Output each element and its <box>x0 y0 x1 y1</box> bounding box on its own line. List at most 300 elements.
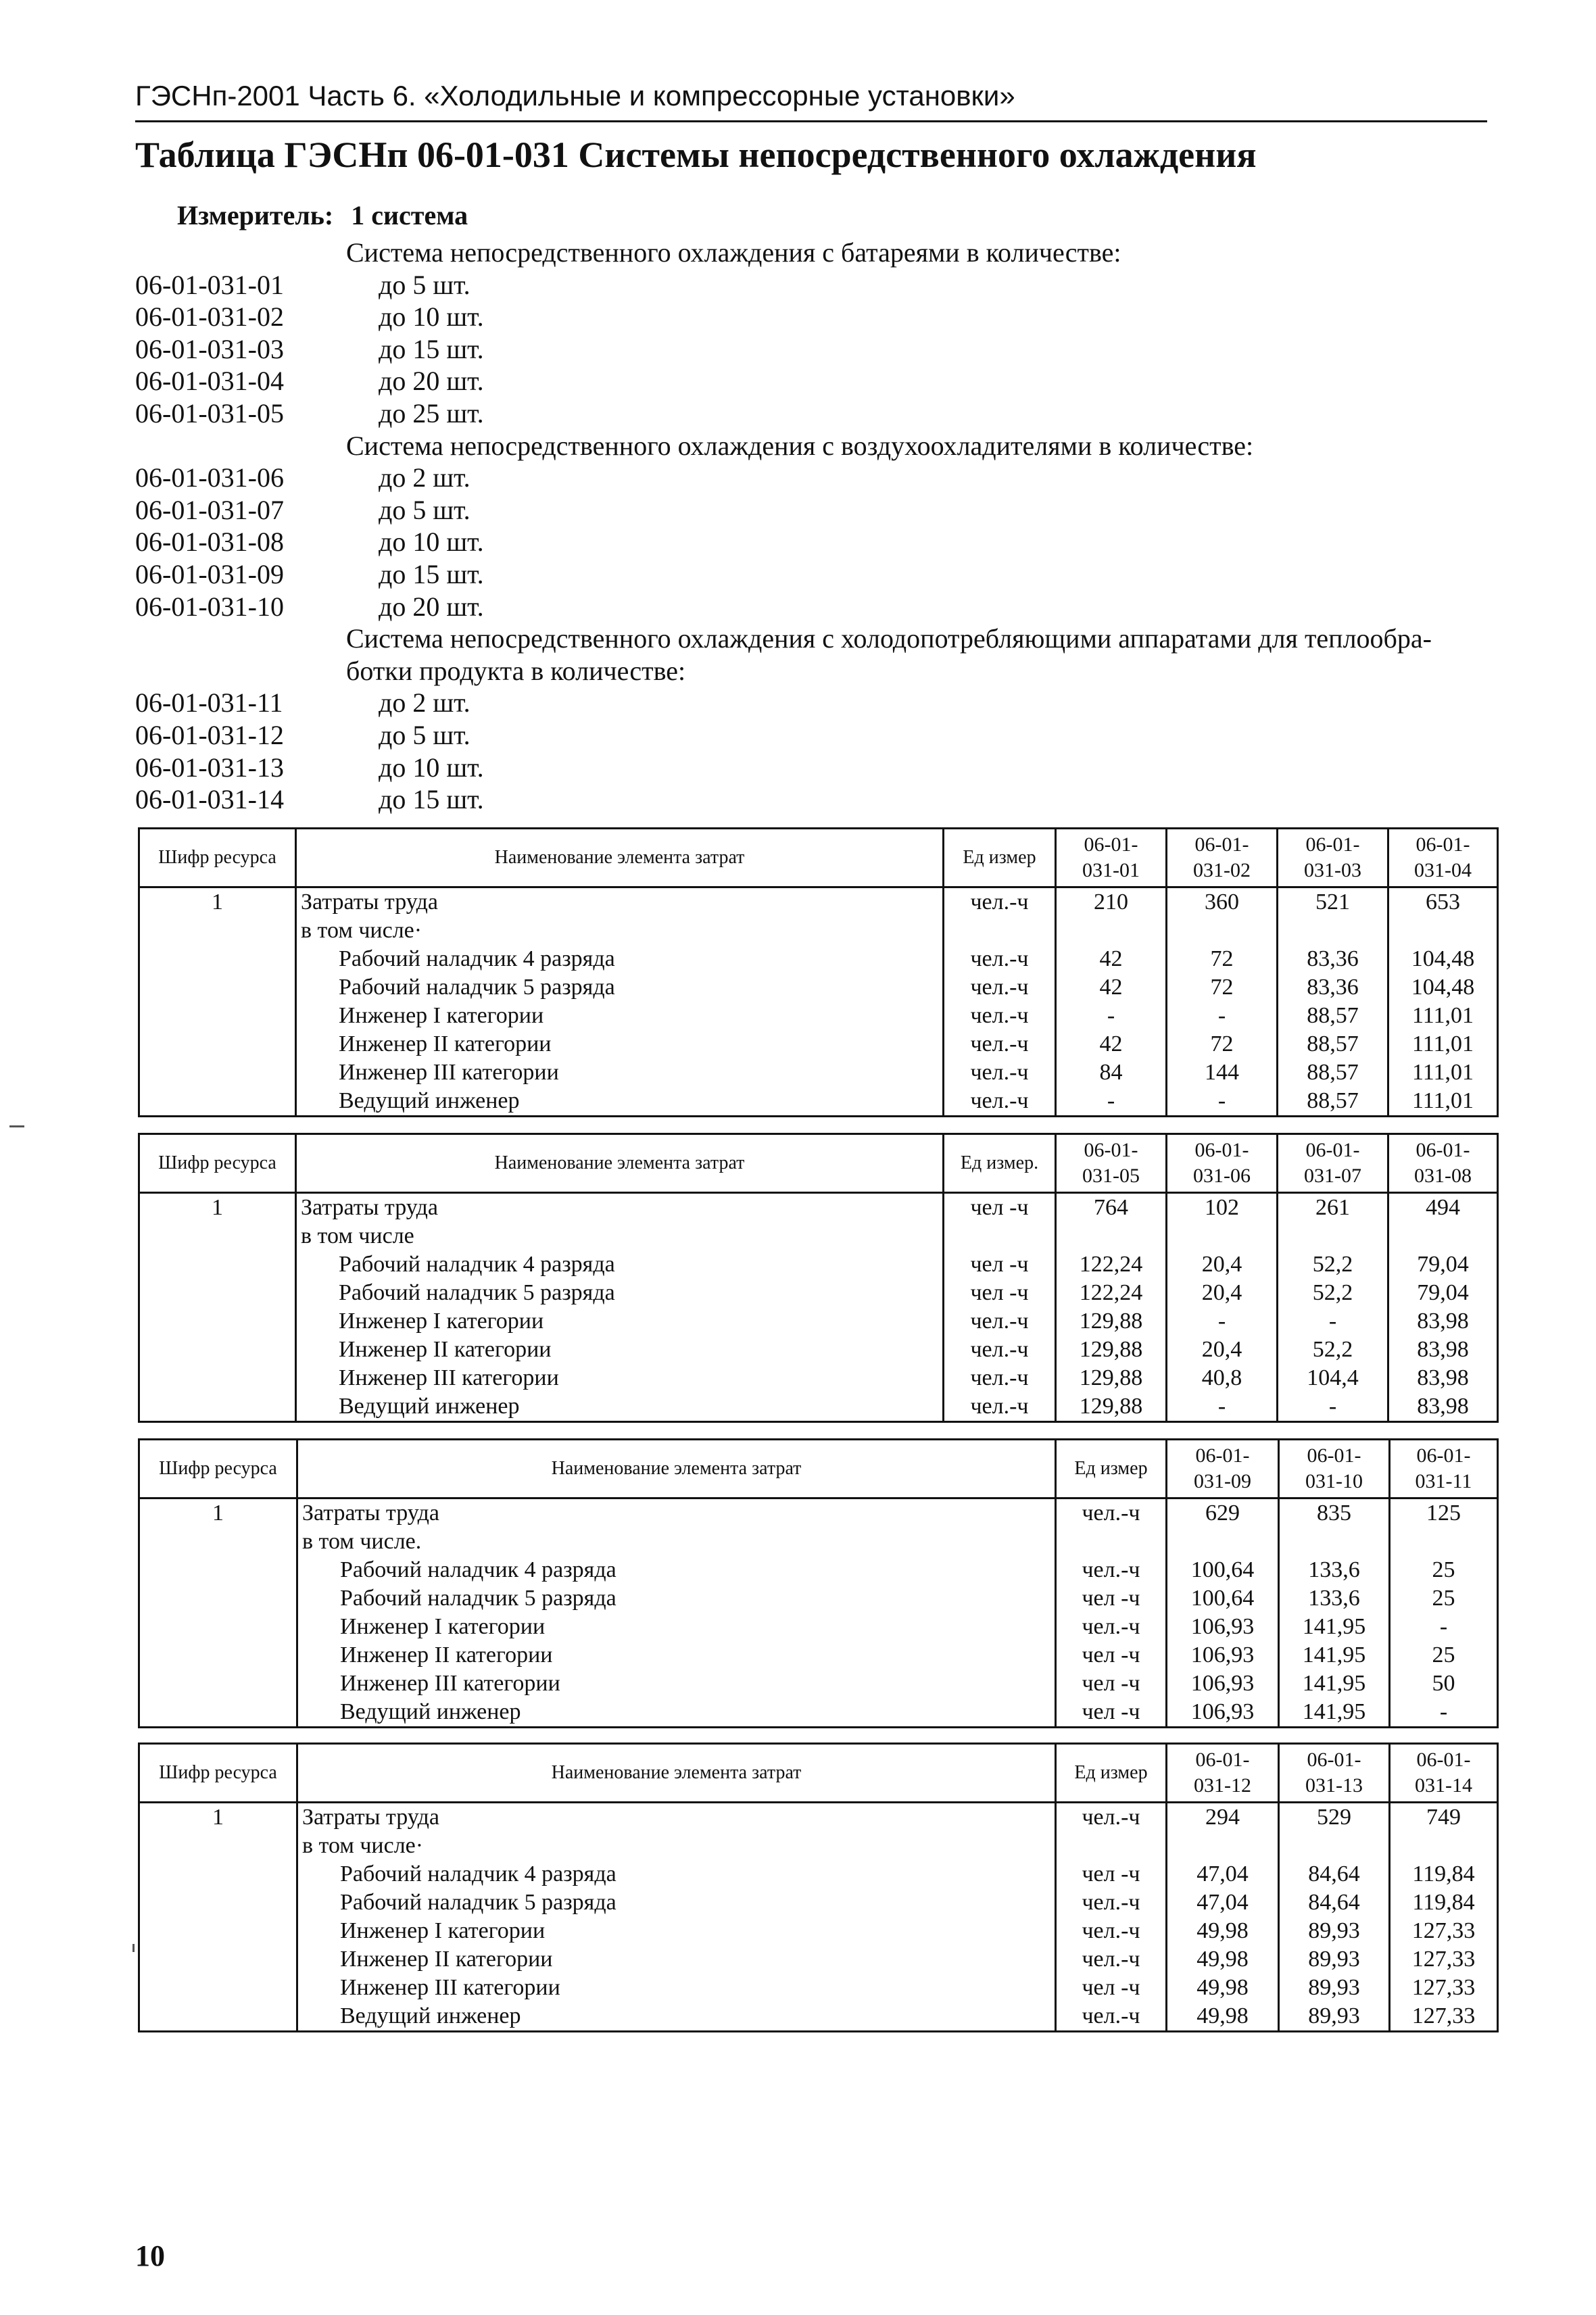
code-number: 06-01-031-11 <box>135 687 283 718</box>
cell-value: 83,98 <box>1388 1364 1498 1392</box>
cell-value: 50 <box>1390 1670 1498 1698</box>
cell-value: 42 <box>1056 945 1167 973</box>
cell-value: 141,95 <box>1279 1641 1390 1670</box>
cell-unit: чел.-ч <box>944 1364 1056 1392</box>
cell-unit <box>1056 1528 1167 1556</box>
table-row <box>139 973 1498 1002</box>
code-row <box>135 591 1501 623</box>
cell-element-name: Рабочий наладчик 4 разряда <box>296 945 944 973</box>
cell-value: 49,98 <box>1167 1945 1279 1974</box>
cell-value: 49,98 <box>1167 1974 1279 2002</box>
cell-value: - <box>1390 1613 1498 1641</box>
cell-element-name: Рабочий наладчик 5 разряда <box>296 973 944 1002</box>
header-unit: Ед измер <box>944 829 1056 887</box>
cell-element-name: Затраты труда <box>296 1193 944 1223</box>
cell-value: 521 <box>1278 887 1388 917</box>
group-text: Система непосредственного охлаждения с батареями в количестве: <box>346 237 1121 268</box>
cell-value: 25 <box>1390 1641 1498 1670</box>
cell-value: 20,4 <box>1167 1336 1278 1364</box>
cell-value: - <box>1167 1307 1278 1336</box>
cell-unit: чел.-ч <box>1056 1803 1167 1832</box>
cell-resource-code: 1 <box>139 887 296 917</box>
cell-element-name: Ведущий инженер <box>296 1392 944 1422</box>
header-norm-code: 06-01- 031-14 <box>1390 1744 1498 1803</box>
code-number: 06-01-031-06 <box>135 462 284 493</box>
cell-value: 210 <box>1056 887 1167 917</box>
cell-value: 294 <box>1167 1803 1279 1832</box>
code-row <box>135 365 1501 397</box>
cell-value: 102 <box>1167 1193 1278 1223</box>
table-row <box>139 1222 1498 1250</box>
code-description: до 5 шт. <box>379 494 470 525</box>
cell-value: 106,93 <box>1167 1670 1279 1698</box>
cell-value: 127,33 <box>1390 1917 1498 1945</box>
cell-element-name: в том числе· <box>296 917 944 945</box>
scan-mark <box>9 1125 24 1127</box>
cell-value: 144 <box>1167 1058 1278 1087</box>
code-row <box>135 301 1501 333</box>
cell-element-name: Рабочий наладчик 4 разряда <box>297 1860 1056 1888</box>
cell-value: 89,93 <box>1279 1974 1390 2002</box>
cell-value: 88,57 <box>1278 1002 1388 1030</box>
table-row <box>139 1307 1498 1336</box>
header-resource-code: Шифр ресурса <box>139 1440 297 1498</box>
code-description: до 15 шт. <box>379 558 484 589</box>
table-row <box>139 1498 1498 1528</box>
code-description: до 15 шт. <box>379 784 484 815</box>
cell-value: - <box>1167 1087 1278 1117</box>
cell-value: 100,64 <box>1167 1584 1279 1613</box>
code-description: до 5 шт. <box>379 719 470 750</box>
code-description: до 10 шт. <box>379 301 484 333</box>
table-row <box>139 1917 1498 1945</box>
cell-element-name: Рабочий наладчик 4 разряда <box>296 1250 944 1279</box>
table-row <box>139 1279 1498 1307</box>
header-norm-code: 06-01- 031-09 <box>1167 1440 1279 1498</box>
cell-value: 494 <box>1388 1193 1498 1223</box>
cell-value <box>1390 1528 1498 1556</box>
cell-value: 42 <box>1056 973 1167 1002</box>
cell-unit: чел.-ч <box>944 1087 1056 1117</box>
cell-element-name: Затраты труда <box>296 887 944 917</box>
cell-unit: чел.-ч <box>944 1030 1056 1058</box>
cell-element-name: Затраты труда <box>297 1498 1056 1528</box>
cell-unit <box>944 917 1056 945</box>
cell-value: 72 <box>1167 945 1278 973</box>
cell-element-name: Инженер I категории <box>297 1613 1056 1641</box>
cell-resource-code <box>139 1556 297 1584</box>
header-norm-code: 06-01- 031-03 <box>1278 829 1388 887</box>
header-resource-code: Шифр ресурса <box>139 829 296 887</box>
cell-value: 122,24 <box>1056 1250 1167 1279</box>
code-description: до 2 шт. <box>379 462 470 493</box>
cell-unit: чел -ч <box>1056 1584 1167 1613</box>
table-title: Таблица ГЭСНп 06-01-031 Системы непосредственного охлаждения <box>135 135 1257 175</box>
running-title: ГЭСНп-2001 Часть 6. «Холодильные и компрессорные установки» <box>135 80 1015 112</box>
cell-value: 83,36 <box>1278 945 1388 973</box>
header-norm-code: 06-01- 031-04 <box>1388 829 1498 887</box>
table-row <box>139 1613 1498 1641</box>
cell-value: 111,01 <box>1388 1030 1498 1058</box>
cost-table-3 <box>138 1438 1499 1728</box>
code-number: 06-01-031-04 <box>135 366 284 397</box>
code-description: до 10 шт. <box>379 527 484 558</box>
code-number: 06-01-031-12 <box>135 719 284 750</box>
header-element-name: Наименование элемента затрат <box>297 1440 1056 1498</box>
table-row <box>139 1087 1498 1117</box>
cell-element-name: Ведущий инженер <box>296 1087 944 1117</box>
cell-element-name: Инженер I категории <box>296 1002 944 1030</box>
cell-resource-code <box>139 1641 297 1670</box>
code-row <box>135 397 1501 430</box>
cell-value: 360 <box>1167 887 1278 917</box>
cell-resource-code <box>139 1364 296 1392</box>
measure-line <box>177 199 468 231</box>
header-norm-code: 06-01- 031-12 <box>1167 1744 1279 1803</box>
cell-value: 20,4 <box>1167 1279 1278 1307</box>
cell-value: - <box>1056 1002 1167 1030</box>
cell-resource-code <box>139 1917 297 1945</box>
cell-value: 47,04 <box>1167 1860 1279 1888</box>
cell-value: 72 <box>1167 1030 1278 1058</box>
cell-value: 106,93 <box>1167 1613 1279 1641</box>
cell-value: 141,95 <box>1279 1613 1390 1641</box>
cell-value: 111,01 <box>1388 1002 1498 1030</box>
cell-value: 52,2 <box>1278 1279 1388 1307</box>
cell-value: 47,04 <box>1167 1888 1279 1917</box>
cell-value <box>1056 917 1167 945</box>
cell-value: 529 <box>1279 1803 1390 1832</box>
table-row <box>139 1888 1498 1917</box>
cell-value: - <box>1278 1392 1388 1422</box>
table-row <box>139 2002 1498 2032</box>
cell-value: 84 <box>1056 1058 1167 1087</box>
table-row <box>139 1364 1498 1392</box>
cell-unit: чел.-ч <box>944 1058 1056 1087</box>
cell-value: - <box>1056 1087 1167 1117</box>
cell-resource-code: 1 <box>139 1803 297 1832</box>
header-norm-code: 06-01- 031-06 <box>1167 1134 1278 1193</box>
header-norm-code: 06-01- 031-01 <box>1056 829 1167 887</box>
cell-element-name: Инженер III категории <box>296 1058 944 1087</box>
cell-unit: чел -ч <box>1056 1670 1167 1698</box>
code-number: 06-01-031-02 <box>135 301 284 333</box>
cell-unit: чел.-ч <box>1056 1613 1167 1641</box>
cell-value: - <box>1167 1002 1278 1030</box>
cell-unit: чел -ч <box>1056 1974 1167 2002</box>
code-description: до 15 шт. <box>379 333 484 364</box>
cell-value: 104,4 <box>1278 1364 1388 1392</box>
header-resource-code: Шифр ресурса <box>139 1134 296 1193</box>
cell-element-name: Рабочий наладчик 5 разряда <box>297 1888 1056 1917</box>
header-norm-code: 06-01- 031-11 <box>1390 1440 1498 1498</box>
cost-table-1 <box>138 827 1499 1117</box>
cell-value: 42 <box>1056 1030 1167 1058</box>
code-number: 06-01-031-13 <box>135 752 284 783</box>
code-number: 06-01-031-09 <box>135 558 284 589</box>
cell-element-name: Рабочий наладчик 4 разряда <box>297 1556 1056 1584</box>
table-row <box>139 1058 1498 1087</box>
header-unit: Ед измер <box>1056 1440 1167 1498</box>
cell-unit: чел.-ч <box>1056 1917 1167 1945</box>
cell-value: 83,98 <box>1388 1392 1498 1422</box>
cell-value: 72 <box>1167 973 1278 1002</box>
cell-unit: чел.-ч <box>944 1307 1056 1336</box>
header-rule <box>135 120 1487 122</box>
cell-unit: чел -ч <box>944 1250 1056 1279</box>
cell-value: 88,57 <box>1278 1058 1388 1087</box>
header-resource-code: Шифр ресурса <box>139 1744 297 1803</box>
cell-resource-code <box>139 1336 296 1364</box>
cell-unit: чел.-ч <box>944 973 1056 1002</box>
cell-resource-code <box>139 917 296 945</box>
cell-resource-code <box>139 1670 297 1698</box>
cell-value: 835 <box>1279 1498 1390 1528</box>
cell-value: 111,01 <box>1388 1058 1498 1087</box>
header-norm-code: 06-01- 031-07 <box>1278 1134 1388 1193</box>
header-element-name: Наименование элемента затрат <box>296 829 944 887</box>
code-row <box>135 783 1501 816</box>
cell-element-name: Затраты труда <box>297 1803 1056 1832</box>
header-unit: Ед измер <box>1056 1744 1167 1803</box>
code-number: 06-01-031-05 <box>135 397 284 429</box>
cell-resource-code <box>139 1584 297 1613</box>
cell-value <box>1388 1222 1498 1250</box>
cell-value: 749 <box>1390 1803 1498 1832</box>
header-norm-code: 06-01- 031-05 <box>1056 1134 1167 1193</box>
table-row <box>139 917 1498 945</box>
cell-resource-code <box>139 1832 297 1860</box>
page-number: 10 <box>135 2239 165 2272</box>
code-group-heading <box>135 623 1501 655</box>
measure-value: 1 система <box>351 200 468 230</box>
table-row <box>139 1832 1498 1860</box>
cell-value: 111,01 <box>1388 1087 1498 1117</box>
code-description: до 2 шт. <box>379 687 470 718</box>
table-row <box>139 1670 1498 1698</box>
cell-value: 127,33 <box>1390 1945 1498 1974</box>
cell-resource-code <box>139 945 296 973</box>
cell-value: 89,93 <box>1279 1917 1390 1945</box>
measure-label: Измеритель: <box>177 200 334 230</box>
cell-value: 79,04 <box>1388 1250 1498 1279</box>
code-list <box>135 237 1501 816</box>
table-header-row <box>139 1134 1498 1193</box>
cell-value: 127,33 <box>1390 1974 1498 2002</box>
cell-value: 83,98 <box>1388 1336 1498 1364</box>
cell-value: 89,93 <box>1279 1945 1390 1974</box>
table-row <box>139 1030 1498 1058</box>
table-row <box>139 1193 1498 1223</box>
table-row <box>139 1974 1498 2002</box>
cell-value: - <box>1278 1307 1388 1336</box>
code-description: до 5 шт. <box>379 269 470 300</box>
cell-value: 89,93 <box>1279 2002 1390 2032</box>
group-text: ботки продукта в количестве: <box>346 655 686 686</box>
cell-unit: чел -ч <box>1056 1641 1167 1670</box>
cell-value: 20,4 <box>1167 1250 1278 1279</box>
code-group-heading <box>135 655 1501 687</box>
cell-value: 653 <box>1388 887 1498 917</box>
cell-element-name: Ведущий инженер <box>297 1698 1056 1728</box>
code-number: 06-01-031-08 <box>135 527 284 558</box>
code-row <box>135 526 1501 558</box>
code-group-heading <box>135 430 1501 462</box>
group-text: Система непосредственного охлаждения с холодопотребляющими аппаратами для теплообра- <box>346 623 1432 654</box>
cell-element-name: Инженер III категории <box>296 1364 944 1392</box>
cell-resource-code <box>139 1087 296 1117</box>
group-text: Система непосредственного охлаждения с воздухоохладителями в количестве: <box>346 430 1254 461</box>
cell-value: 52,2 <box>1278 1250 1388 1279</box>
cell-value: 40,8 <box>1167 1364 1278 1392</box>
cell-value: 127,33 <box>1390 2002 1498 2032</box>
cell-resource-code <box>139 1392 296 1422</box>
cell-unit <box>944 1222 1056 1250</box>
header-element-name: Наименование элемента затрат <box>296 1134 944 1193</box>
header-norm-code: 06-01- 031-13 <box>1279 1744 1390 1803</box>
cell-resource-code <box>139 1058 296 1087</box>
cell-resource-code <box>139 1698 297 1728</box>
cell-value: 104,48 <box>1388 945 1498 973</box>
cell-value: 119,84 <box>1390 1888 1498 1917</box>
code-description: до 20 шт. <box>379 366 484 397</box>
cell-value: 141,95 <box>1279 1670 1390 1698</box>
cell-value: 129,88 <box>1056 1336 1167 1364</box>
cell-value: 106,93 <box>1167 1641 1279 1670</box>
cell-value: 25 <box>1390 1556 1498 1584</box>
cell-value: 133,6 <box>1279 1584 1390 1613</box>
header-norm-code: 06-01- 031-10 <box>1279 1440 1390 1498</box>
cell-unit: чел.-ч <box>944 945 1056 973</box>
table-row <box>139 1002 1498 1030</box>
cell-resource-code <box>139 1613 297 1641</box>
cell-value <box>1388 917 1498 945</box>
cell-element-name: Рабочий наладчик 5 разряда <box>296 1279 944 1307</box>
cell-resource-code <box>139 1222 296 1250</box>
cell-unit: чел -ч <box>944 1279 1056 1307</box>
cell-value: 122,24 <box>1056 1279 1167 1307</box>
cell-unit: чел.-ч <box>1056 2002 1167 2032</box>
cell-value: 104,48 <box>1388 973 1498 1002</box>
cell-value: 88,57 <box>1278 1087 1388 1117</box>
cell-value <box>1279 1528 1390 1556</box>
code-row <box>135 719 1501 752</box>
cell-element-name: Инженер I категории <box>297 1917 1056 1945</box>
table-row <box>139 1336 1498 1364</box>
cell-value: 52,2 <box>1278 1336 1388 1364</box>
code-number: 06-01-031-01 <box>135 269 284 300</box>
cell-value: 261 <box>1278 1193 1388 1223</box>
cell-value: 49,98 <box>1167 1917 1279 1945</box>
cell-value: 83,36 <box>1278 973 1388 1002</box>
cell-resource-code <box>139 1279 296 1307</box>
cell-element-name: в том числе <box>296 1222 944 1250</box>
code-row <box>135 494 1501 527</box>
cell-unit: чел.-ч <box>944 1336 1056 1364</box>
table-row <box>139 1945 1498 1974</box>
cell-element-name: Инженер II категории <box>296 1030 944 1058</box>
cell-element-name: Рабочий наладчик 5 разряда <box>297 1584 1056 1613</box>
cell-value: 83,98 <box>1388 1307 1498 1336</box>
cell-unit <box>1056 1832 1167 1860</box>
cell-element-name: в том числе. <box>297 1528 1056 1556</box>
cell-value: 79,04 <box>1388 1279 1498 1307</box>
table-row <box>139 1641 1498 1670</box>
code-row <box>135 333 1501 366</box>
cell-element-name: Инженер II категории <box>297 1641 1056 1670</box>
cell-element-name: Инженер II категории <box>296 1336 944 1364</box>
cell-value <box>1167 1222 1278 1250</box>
code-number: 06-01-031-14 <box>135 784 284 815</box>
cell-value: 25 <box>1390 1584 1498 1613</box>
table-header-row <box>139 829 1498 887</box>
cell-value: 100,64 <box>1167 1556 1279 1584</box>
cell-resource-code <box>139 1307 296 1336</box>
table-row <box>139 1556 1498 1584</box>
code-row <box>135 687 1501 719</box>
code-number: 06-01-031-07 <box>135 494 284 525</box>
table-header-row <box>139 1744 1498 1803</box>
cell-resource-code <box>139 1945 297 1974</box>
code-number: 06-01-031-03 <box>135 333 284 364</box>
cell-unit: чел -ч <box>944 1193 1056 1223</box>
cell-unit: чел.-ч <box>1056 1556 1167 1584</box>
cell-unit: чел -ч <box>1056 1860 1167 1888</box>
cost-table-4 <box>138 1743 1499 2032</box>
cell-value: 49,98 <box>1167 2002 1279 2032</box>
code-row <box>135 558 1501 591</box>
header-norm-code: 06-01- 031-08 <box>1388 1134 1498 1193</box>
cell-value: 84,64 <box>1279 1860 1390 1888</box>
cell-resource-code <box>139 1250 296 1279</box>
cell-value <box>1167 1832 1279 1860</box>
cell-unit: чел.-ч <box>944 1392 1056 1422</box>
table-row <box>139 1860 1498 1888</box>
cell-resource-code <box>139 973 296 1002</box>
cell-value <box>1167 1528 1279 1556</box>
cell-value: - <box>1390 1698 1498 1728</box>
cell-value: 129,88 <box>1056 1307 1167 1336</box>
cell-resource-code <box>139 1528 297 1556</box>
cell-value: 84,64 <box>1279 1888 1390 1917</box>
cell-resource-code: 1 <box>139 1498 297 1528</box>
cell-resource-code <box>139 2002 297 2032</box>
cell-value: 133,6 <box>1279 1556 1390 1584</box>
header-norm-code: 06-01- 031-02 <box>1167 829 1278 887</box>
cell-unit: чел.-ч <box>1056 1498 1167 1528</box>
cell-resource-code <box>139 1860 297 1888</box>
cell-value <box>1278 917 1388 945</box>
table-row <box>139 945 1498 973</box>
cell-element-name: Ведущий инженер <box>297 2002 1056 2032</box>
code-description: до 20 шт. <box>379 591 484 622</box>
table-row <box>139 1250 1498 1279</box>
code-group-heading <box>135 237 1501 269</box>
cell-element-name: Инженер III категории <box>297 1670 1056 1698</box>
cell-unit: чел.-ч <box>944 887 1056 917</box>
code-row <box>135 269 1501 301</box>
cell-unit: чел.-ч <box>944 1002 1056 1030</box>
cell-unit: чел -ч <box>1056 1698 1167 1728</box>
cost-table-2 <box>138 1133 1499 1423</box>
cell-value: 106,93 <box>1167 1698 1279 1728</box>
cell-value: - <box>1167 1392 1278 1422</box>
header-unit: Ед измер. <box>944 1134 1056 1193</box>
table-row <box>139 1584 1498 1613</box>
table-header-row <box>139 1440 1498 1498</box>
cell-resource-code <box>139 1888 297 1917</box>
cell-unit: чел.-ч <box>1056 1945 1167 1974</box>
